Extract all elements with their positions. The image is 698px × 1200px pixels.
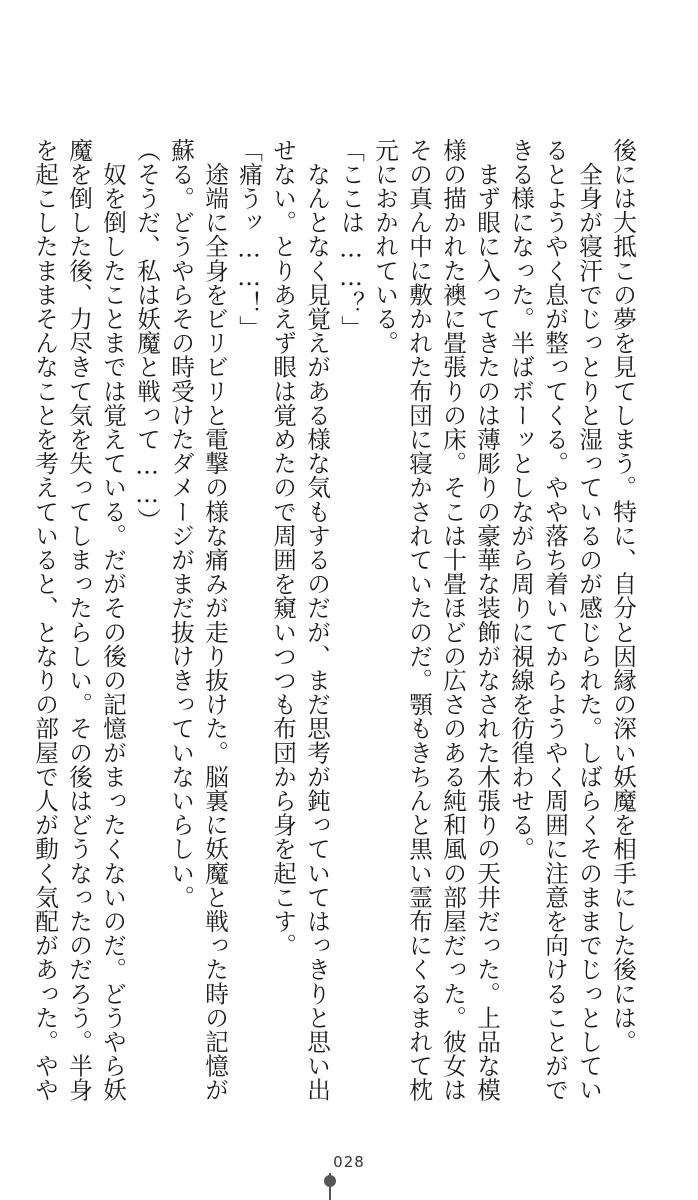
text-line: を起こしたままそんなことを考えていると、となりの部屋で人が動く気配があった。やや (31, 138, 59, 1102)
text-line: まず眼に入ってきたのは薄彫りの豪華な装飾がなされた木張りの天井だった。上品な模 (473, 138, 501, 1102)
page-number: 028 (333, 1153, 365, 1171)
text-line: るとようやく息が整ってくる。やや落ち着いてからようやく周囲に注意を向けることがで (541, 138, 569, 1102)
text-line: 奴を倒したことまでは覚えている。だがその後の記憶がまったくないのだ。どうやら妖 (99, 138, 127, 1102)
text-line: 全身が寝汗でじっとりと湿っているのが感じられた。しばらくそのままでじっとしてい (575, 138, 603, 1102)
page-ornament-dot (324, 1175, 336, 1187)
text-line: 様の描かれた襖に畳張りの床。そこは十畳ほどの広さのある純和風の部屋だった。彼女は (439, 138, 467, 1102)
text-line: その真ん中に敷かれた布団に寝かされていたのだ。顎もきちんと黒い霊布にくるまれて枕 (405, 138, 433, 1102)
text-line: 途端に全身をビリビリと電撃の様な痛みが走り抜けた。脳裏に妖魔と戦った時の記憶が (201, 138, 229, 1102)
text-line: （そうだ、私は妖魔と戦って……） (133, 138, 161, 533)
text-line: きる様になった。半ばボーッとしながら周りに視線を彷徨わせる。 (507, 138, 535, 861)
text-line: 元におかれている。 (371, 138, 399, 355)
text-line: 後には大抵この夢を見てしまう。特に、自分と因縁の深い妖魔を相手にした後には。 (609, 138, 637, 1054)
text-line: せない。とりあえず眼は覚めたので周囲を窺いつつも布団から身を起こす。 (269, 138, 297, 958)
text-line: 魔を倒した後、力尽きて気を失ってしまったらしい。その後はどうなったのだろう。半身 (65, 138, 93, 1102)
text-line: 「痛うッ……！」 (235, 138, 263, 340)
text-line: 蘇る。どうやらその時受けたダメージがまだ抜けきっていないらしい。 (167, 138, 195, 910)
text-line: 「ここは……？」 (337, 138, 365, 340)
body-text (31, 138, 640, 1102)
text-line: なんとなく見覚えがある様な気もするのだが、まだ思考が鈍っていてはっきりと思い出 (303, 138, 331, 1102)
